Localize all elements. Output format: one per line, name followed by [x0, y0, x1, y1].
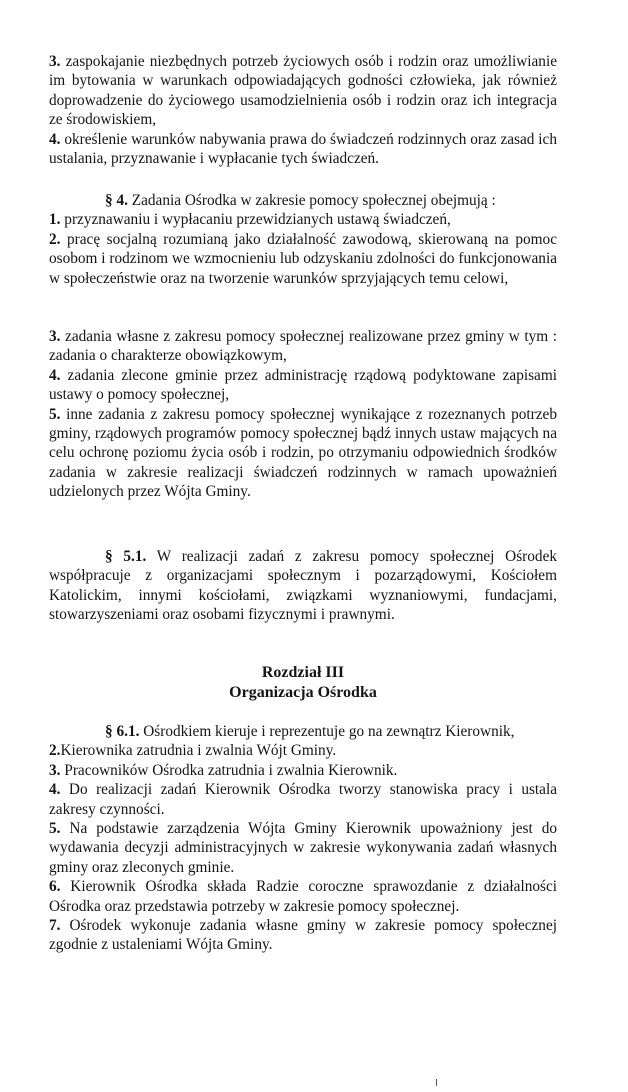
item-number: 3. — [49, 53, 61, 70]
paragraph-title: § 6.1. — [105, 723, 140, 740]
paragraph — [49, 722, 557, 741]
section-4 — [49, 191, 557, 288]
list-item — [49, 741, 557, 760]
item-text: zadania własne z zakresu pomocy społecznej realizowane przez gminy w tym : zadania o charakterze obowiązkowym, — [49, 328, 557, 365]
item-number: 5. — [49, 405, 61, 423]
item-text: Kierownika zatrudnia i zwalnia Wójt Gminy. — [60, 742, 337, 760]
item-number: 6. — [49, 878, 61, 896]
item-number: 4. — [49, 366, 61, 384]
list-item — [49, 877, 557, 916]
list-item — [49, 366, 557, 405]
item-number: 2. — [49, 230, 61, 248]
list-item — [49, 916, 557, 955]
list-item — [49, 327, 557, 366]
section-4-heading — [49, 191, 557, 210]
list-item — [49, 405, 557, 502]
paragraph-text: Ośrodkiem kieruje i reprezentuje go na zewnątrz Kierownik, — [139, 723, 515, 740]
item-number: 4. — [49, 130, 61, 148]
intro-items — [49, 52, 557, 168]
item-text: Do realizacji zadań Kierownik Ośrodka tworzy stanowiska pracy i ustala zakresy czynności. — [49, 781, 557, 818]
item-text: zaspokajanie niezbędnych potrzeb życiowych osób i rodzin oraz umożliwianie im bytowania w warunkach odpowiadających godności człowieka, jak również doprowadzenie do życiowego usamodzielnienia osób i rodzin oraz ich integracja ze środowiskiem, — [49, 53, 557, 129]
item-number: 3. — [49, 328, 61, 345]
item-text: Pracowników Ośrodka zatrudnia i zwalnia Kierownik. — [60, 761, 398, 779]
paragraph-text: W realizacji zadań z zakresu pomocy społecznej Ośrodek współpracuje z organizacjami społecznym i pozarządowymi, Kościołem Katolickim, innymi kościołami, związkami wyznaniowymi, fundacjami, stowarzyszeniami oraz osobami fizycznymi i prawnymi. — [49, 548, 558, 624]
list-item — [49, 210, 557, 229]
item-number: 1. — [49, 211, 61, 229]
paragraph-title: § 4. — [105, 192, 128, 209]
list-item — [49, 761, 557, 780]
list-item — [49, 780, 557, 819]
item-text: przyznawaniu i wypłacaniu przewidzianych ustawą świadczeń, — [60, 211, 451, 229]
paragraph-title: § 5.1. — [105, 548, 147, 565]
chapter-title: Organizacja Ośrodka — [229, 684, 377, 701]
chapter-number: Rozdział III — [261, 664, 345, 681]
item-text: określenie warunków nabywania prawa do świadczeń rodzinnych oraz zasad ich ustalania, przyznawanie i wypłacanie tych świadczeń. — [49, 130, 557, 168]
item-text: Kierownik Ośrodka składa Radzie coroczne sprawozdanie z działalności Ośrodka oraz przedstawia potrzeby w zakresie pomocy społecznej. — [49, 878, 557, 915]
list-item — [49, 130, 557, 169]
scan-mark — [436, 1079, 437, 1086]
paragraph — [49, 547, 557, 625]
list-item — [49, 230, 557, 288]
item-text: Ośrodek wykonuje zadania własne gminy w zakresie pomocy społecznej zgodnie z ustaleniami Wójta Gminy. — [49, 917, 557, 954]
item-number: 7. — [49, 917, 61, 935]
item-text: Na podstawie zarządzenia Wójta Gminy Kierownik upoważniony jest do wydawania decyzji administracyjnych w zakresie wykonywania zadań własnych gminy oraz zleconych gminie. — [49, 820, 557, 876]
section-5-1 — [49, 547, 557, 625]
item-number: 3. — [49, 761, 61, 779]
item-number: 2. — [49, 742, 61, 760]
item-text: inne zadania z zakresu pomocy społecznej wynikające z rozeznanych potrzeb gminy, rządowych programów pomocy społecznej bądź innych ustaw mających na celu ochronę poziomu życia osób i rodzin, po otrzymaniu odpowiednich środków zadania w zakresie realizacji świadczeń rodzinnych w ramach upoważnień udzielonych przez Wójta Gminy. — [49, 405, 557, 501]
item-text: pracę socjalną rozumianą jako działalność zawodową, skierowaną na pomoc osobom i rodzinom we wzmocnieniu lub odzyskaniu zdolności do funkcjonowania w społeczeństwie oraz na tworzenie warunków sprzyjających temu celowi, — [49, 230, 557, 287]
item-number: 4. — [49, 781, 61, 799]
item-text: zadania zlecone gminie przez administrację rządową podyktowane zapisami ustawy o pomocy społecznej, — [49, 366, 557, 404]
list-item — [49, 819, 557, 877]
item-number: 5. — [49, 820, 61, 838]
section-6-1 — [49, 722, 557, 955]
list-item — [49, 52, 557, 130]
section-4-continued — [49, 327, 557, 502]
paragraph-intro: Zadania Ośrodka w zakresie pomocy społecznej obejmują : — [127, 192, 496, 209]
